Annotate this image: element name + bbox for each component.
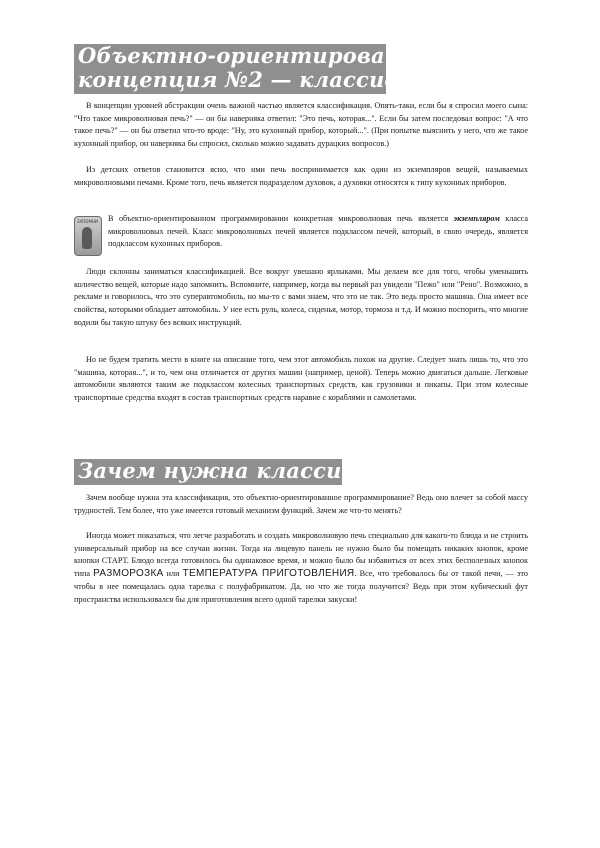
heading-line-1: Объектно-ориентированная [78, 43, 447, 68]
paragraph-4: Но не будем тратить место в книге на описание того, чем этот автомобиль похож на другие. Следует знать лишь то, что это "машина, которая...", и то, чем она отличается от других машин (например, ценой). Теперь можно двигаться дальше. Легковые автомобили являются таким же подклассом колесных транспортных средств, как грузовики и пикапы. При этом колесные транспортные средства входят в состав транспортных средств наравне с кораблями и самолетами. [74, 355, 528, 403]
paragraph-5: Зачем вообще нужна эта классификация, это объектно-ориентированное программирование? Ведь оно влечет за собой массу трудностей. Тем более, что уже имеется готовый механизм функций. Зачем же что-то менять? [74, 493, 528, 515]
section-heading-why-classification [74, 458, 454, 485]
section-heading-classification-concept [74, 43, 497, 94]
term-instance: экземпляром [453, 214, 500, 223]
paragraph-2: Из детских ответов становится ясно, что ими печь воспринимается как один из экземпляров вещей, называемых микроволновыми печами. Кроме того, печь является подразделом духовок, а духовки относятся к типу кухонных приборов. [74, 165, 528, 187]
heading-line-2: концепция №2 — классификация [78, 67, 497, 92]
remember-icon [74, 216, 102, 256]
paragraph-6: Иногда может показаться, что легче разработать и создать микроволновую печь специально для какого-то блюда и не строить универсальный прибор на все случаи жизни. Тогда на лицевую панель не нужно было бы помещать никаких кнопок, кроме кнопки СТАРТ. Блюдо всегда готовилось бы одинаковое время, и можно было бы избавиться от всех этих бесполезных кнопок типа РАЗМОРОЗКА или ТЕМПЕРАТУРА ПРИГОТОВЛЕНИЯ. Все, что требовалось бы от такой печи, — это чтобы в нее помещалась одна тарелка с полуфабрикатом. Да, но что же тогда получится? Ведь при этом кубический фут пространства использовался бы для приготовления всего одной тарелки закуски! [74, 531, 528, 604]
remember-icon-label: ЗАПОМНИ [77, 219, 98, 224]
paragraph-1: В концепции уровней абстракции очень важной частью является классификация. Опять-таки, если бы я спросил моего сына: "Что такое микроволновая печь?" — он бы наверняка ответил: "Это печь, которая...". Если бы затем последовал вопрос: "А что такое печь?" — он бы ответил что-то вроде: "Ну, это кухонный прибор, который...". (При попытке выяснить у него, что же такое кухонный прибор, он наверняка бы спросил, сколько можно задавать дурацких вопросов.) [74, 101, 528, 149]
note-text: В объектно-ориентированном программировании конкретная микроволновая печь является экземпляром класса микроволновых печей. Класс микроволновых печей является подклассом печей, который, в свою очередь, является подклассом кухонных приборов. [108, 214, 528, 249]
remember-note [74, 213, 528, 261]
button-name-cooking-temperature: ТЕМПЕРАТУРА ПРИГОТОВЛЕНИЯ [182, 568, 355, 580]
heading-why-classification-text: Зачем нужна классификация [78, 458, 454, 483]
button-name-defrost: РАЗМОРОЗКА [93, 568, 164, 580]
paragraph-3: Люди склонны заниматься классификацией. Все вокруг увешано ярлыками. Мы делаем все для того, чтобы уменьшить количество вещей, которые надо запомнить. Вспомните, например, когда вы первый раз увидели "Пежо" или "Рено". Возможно, в рекламе и говорилось, что это суперавтомобиль, но мы-то с вами знаем, что это не так. Это ведь просто машина. Она имеет все свойства, которыми обладает автомобиль. У нее есть руль, колеса, сиденья, мотор, тормоза и т.д. И можно поспорить, что многие водили бы такую штуку без всяких инструкций. [74, 267, 528, 327]
